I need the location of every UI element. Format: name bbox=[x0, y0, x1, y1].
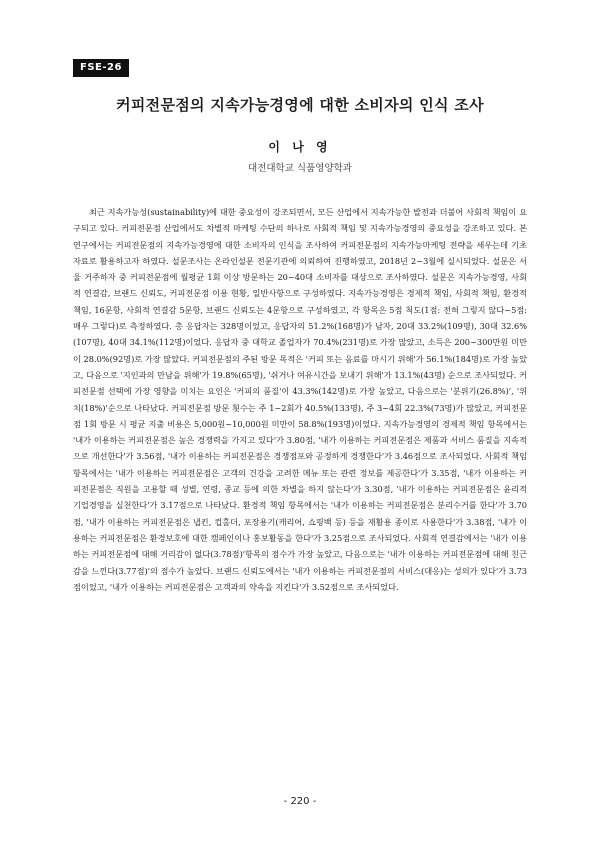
session-code-badge: FSE-26 bbox=[73, 59, 129, 77]
author-affiliation: 대전대학교 식품영양학과 bbox=[248, 163, 352, 174]
paper-title: 커피전문점의 지속가능경영에 대한 소비자의 인식 조사 bbox=[116, 96, 484, 114]
author-name: 이 나 영 bbox=[268, 140, 332, 154]
abstract-text: 최근 지속가능성(sustainability)에 대한 중요성이 강조되면서, 모든 산업에서 지속가능한 발전과 더불어 사회적 책임이 요구되고 있다. 커피전문점 산업에서도 차별적 마케팅 수단의 하나로 사회적 책임 및 지속가능경영의 중요성을 강조하고 있다. 본 연구에서는 커피전문점의 지속가능경영에 대한 소비자의 인식을 조사하여 커피전문점의 지속가능마케팅 전략을 세우는데 기초자료로 활용하고자 하였다. 설문조사는 온라인설문 전문기관에 의뢰하여 진행하였고, 2018년 2~3월에 실시되었다. 설문은 서울 거주하자 중 커피전문점에 월평균 1회 이상 방문하는 20~40대 소비자를 대상으로 조사하였다. 설문은 지속가능경영, 사회적 연결감, 브랜드 신뢰도, 커피전문점 이용 현황, 일반사항으로 구성하였다. 지속가능경영은 경제적 책임, 사회적 책임, 환경적 책임, 16문항, 사회적 연결감 5문항, 브랜드 신뢰도는 4문항으로 구성하였고, 각 항목은 5점 척도(1점: 전혀 그렇지 않다~5점: 매우 그렇다)로 측정하였다. 총 응답자는 328명이었고, 응답자의 51.2%(168명)가 남자, 20대 33.2%(109명), 30대 32.6%(107명), 40대 34.1%(112명)이었다. 응답자 중 대학교 졸업자가 70.4%(231명)로 가장 많았고, 소득은 200~300만원 미만이 28.0%(92명)로 가장 많았다. 커피전문점의 주된 방문 목적은 '커피 또는 음료를 마시기 위해'가 56.1%(184명)로 가장 높았고, 다음으로 '지인과의 만남을 위해'가 19.8%(65명), '쉬거나 여유시간을 보내기 위해'가 13.1%(43명) 순으로 조사되었다. 커피전문점 선택에 가장 영향을 미치는 요인은 '커피의 품질'이 43.3%(142명)로 가장 높았고, 다음으로는 '분위기(26.8%)', '위치(18%)'순으로 나타났다. 커피전문점 방문 횟수는 주 1~2회가 40.5%(133명), 주 3~4회 22.3%(73명)가 많았고, 커피전문점 1회 방문 시 평균 지출 비용은 5,000원~10,000원 미만이 58.8%(193명)이었다. 지속가능경영의 경제적 책임 항목에서는 '내가 이용하는 커피전문점은 높은 경쟁력을 가지고 있다'가 3.80점, '내가 이용하는 커피전문점은 제품과 서비스 품질을 지속적으로 개선한다'가 3.56점, '내가 이용하는 커피전문점은 경쟁점포와 공정하게 경쟁한다'가 3.46점으로 조사되었다. 사회적 책임 항목에서는 '내가 이용하는 커피전문점은 고객의 건강을 고려한 메뉴 또는 관련 정보를 제공한다'가 3.35점, '내가 이용하는 커피전문점은 직원을 고용할 때 성별, 연령, 종교 등에 의한 차별을 하지 않는다'가 3.30점, '내가 이용하는 커피전문점은 윤리적 기업경영을 실천한다'가 3.17점으로 나타났다. 환경적 책임 항목에서는 '내가 이용하는 커피전문점은 분리수거를 한다'가 3.70점, '내가 이용하는 커피전문점은 냅킨, 컵홀더, 포장용기(캐리어, 쇼핑백 등) 등을 재활용 종이로 사용한다'가 3.38점, '내가 이용하는 커피전문점은 환경보호에 대한 캠페인이나 홍보활동을 한다'가 3.25점으로 조사되었다. 사회적 연결감에서는 '내가 이용하는 커피전문점에 대해 거리감이 없다(3.78점)'항목의 점수가 가장 높았고, 다음으로는 '내가 이용하는 커피전문점에 대해 친근감을 느낀다(3.77점)'의 점수가 높았다. 브랜드 신뢰도에서는 '내가 이용하는 커피전문점의 서비스(대응)는 성의가 있다'가 3.73점이었고, '내가 이용하는 커피전문점은 고객과의 약속을 지킨다'가 3.52점으로 조사되었다. bbox=[73, 207, 527, 592]
page-number: - 220 - bbox=[283, 796, 317, 807]
